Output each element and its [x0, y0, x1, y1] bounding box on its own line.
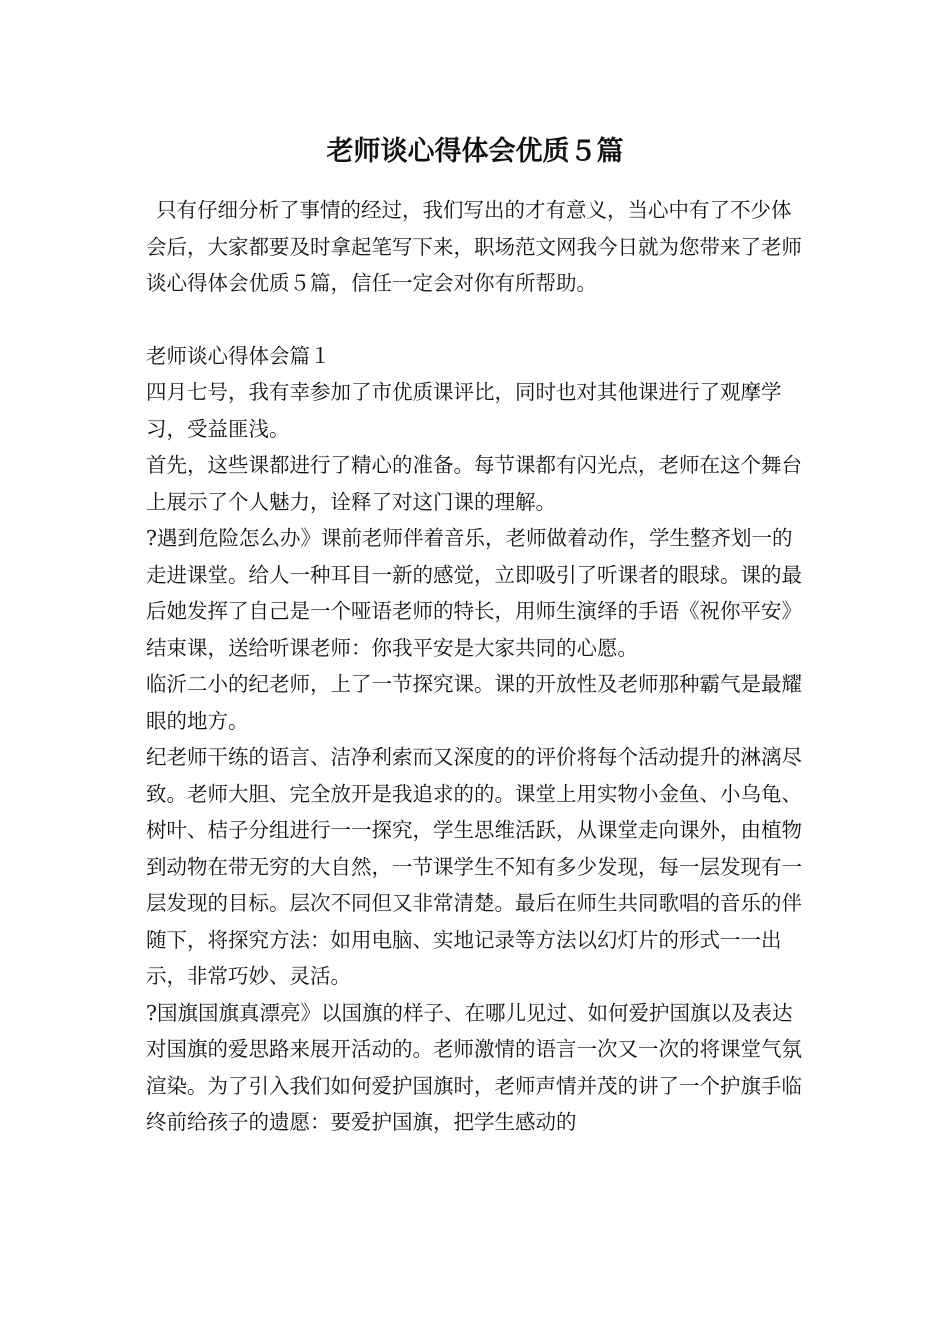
body-paragraph: 四月七号，我有幸参加了市优质课评比，同时也对其他课进行了观摩学习，受益匪浅。: [146, 380, 782, 441]
paragraph-gap: [146, 302, 808, 338]
body-paragraph: 纪老师干练的语言、洁净利索而又深度的的评价将每个活动提升的淋漓尽致。老师大胆、完全放开是我追求的的。课堂上用实物小金鱼、小乌龟、树叶、桔子分组进行一一探究，学生思维活跃，从课堂走向课外，由植物到动物在带无穷的大自然，一节课学生不知有多少发现，每一层发现有一层发现的目标。层次不同但又非常清楚。最后在师生共同歌唱的音乐的伴随下，将探究方法：如用电脑、实地记录等方法以幻灯片的形式一一出示，非常巧妙、灵活。: [146, 745, 802, 988]
document-body: [146, 192, 808, 1141]
body-paragraph: ?国旗国旗真漂亮》以国旗的样子、在哪儿见过、如何爱护国旗以及表达对国旗的爱思路来展开活动的。老师激情的语言一次又一次的将课堂气氛渲染。为了引入我们如何爱护国旗时，老师声情并茂的讲了一个护旗手临终前给孩子的遗愿：要爱护国旗，把学生感动的: [146, 1000, 802, 1134]
section-heading: 老师谈心得体会篇１: [146, 343, 331, 368]
body-paragraph: 首先，这些课都进行了精心的准备。每节课都有闪光点，老师在这个舞台上展示了个人魅力，诠释了对这门课的理解。: [146, 453, 802, 514]
body-paragraph: ?遇到危险怎么办》课前老师伴着音乐，老师做着动作，学生整齐划一的走进课堂。给人一种耳目一新的感觉，立即吸引了听课者的眼球。课的最后她发挥了自己是一个哑语老师的特长，用师生演绎的手语《祝你平安》结束课，送给听课老师：你我平安是大家共同的心愿。: [146, 526, 802, 660]
body-paragraph: 临沂二小的纪老师，上了一节探究课。课的开放性及老师那种霸气是最耀眼的地方。: [146, 672, 802, 733]
intro-paragraph: 只有仔细分析了事情的经过，我们写出的才有意义，当心中有了不少体会后，大家都要及时拿起笔写下来，职场范文网我今日就为您带来了老师谈心得体会优质５篇，信任一定会对你有所帮助。: [146, 198, 802, 295]
document-title: 老师谈心得体会优质５篇: [326, 136, 624, 167]
